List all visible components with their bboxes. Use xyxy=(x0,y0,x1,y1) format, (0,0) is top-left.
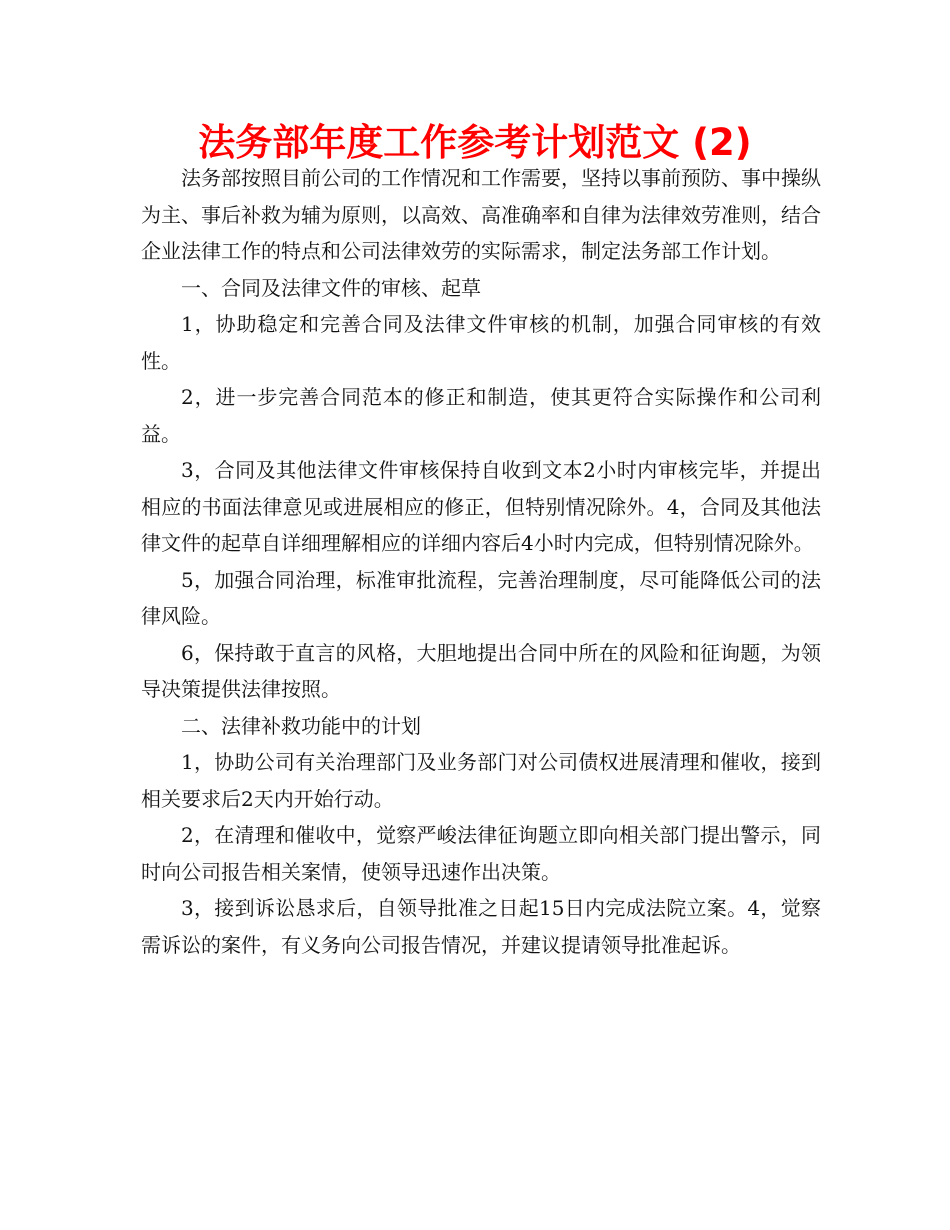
paragraph-item-1-2: 2，进一步完善合同范本的修正和制造，使其更符合实际操作和公司利益。 xyxy=(141,385,821,446)
paragraph-item-2-2: 2，在清理和催收中，觉察严峻法律征询题立即向相关部门提出警示，同时向公司报告相关案情，使领导迅速作出决策。 xyxy=(141,823,821,884)
document-body xyxy=(141,160,821,963)
paragraph-item-1-5: 5，加强合同治理，标准审批流程，完善治理制度，尽可能降低公司的法律风险。 xyxy=(141,567,821,628)
paragraph-item-1-3-4: 3，合同及其他法律文件审核保持自收到文本2小时内审核完毕，并提出相应的书面法律意见或进展相应的修正，但特别情况除外。4，合同及其他法律文件的起草自详细理解相应的详细内容后4小时内完成，但特别情况除外。 xyxy=(141,458,821,555)
paragraph-item-2-1: 1，协助公司有关治理部门及业务部门对公司债权进展清理和催收，接到相关要求后2天内开始行动。 xyxy=(141,750,821,811)
section-heading-1: 一、合同及法律文件的审核、起草 xyxy=(181,275,481,300)
paragraph-item-2-3-4: 3，接到诉讼恳求后，自领导批准之日起15日内完成法院立案。4，觉察需诉讼的案件，有义务向公司报告情况，并建议提请领导批准起诉。 xyxy=(141,896,821,957)
paragraph-item-1-6: 6，保持敢于直言的风格，大胆地提出合同中所在的风险和征询题，为领导决策提供法律按照。 xyxy=(141,640,821,701)
paragraph-item-1-1: 1，协助稳定和完善合同及法律文件审核的机制，加强合同审核的有效性。 xyxy=(141,312,821,373)
document-title: 法务部年度工作参考计划范文 (2) xyxy=(198,121,752,164)
section-heading-2: 二、法律补救功能中的计划 xyxy=(181,713,421,738)
paragraph-intro: 法务部按照目前公司的工作情况和工作需要，坚持以事前预防、事中操纵为主、事后补救为辅为原则，以高效、高准确率和自律为法律效劳准则，结合企业法律工作的特点和公司法律效劳的实际需求，制定法务部工作计划。 xyxy=(141,166,821,263)
